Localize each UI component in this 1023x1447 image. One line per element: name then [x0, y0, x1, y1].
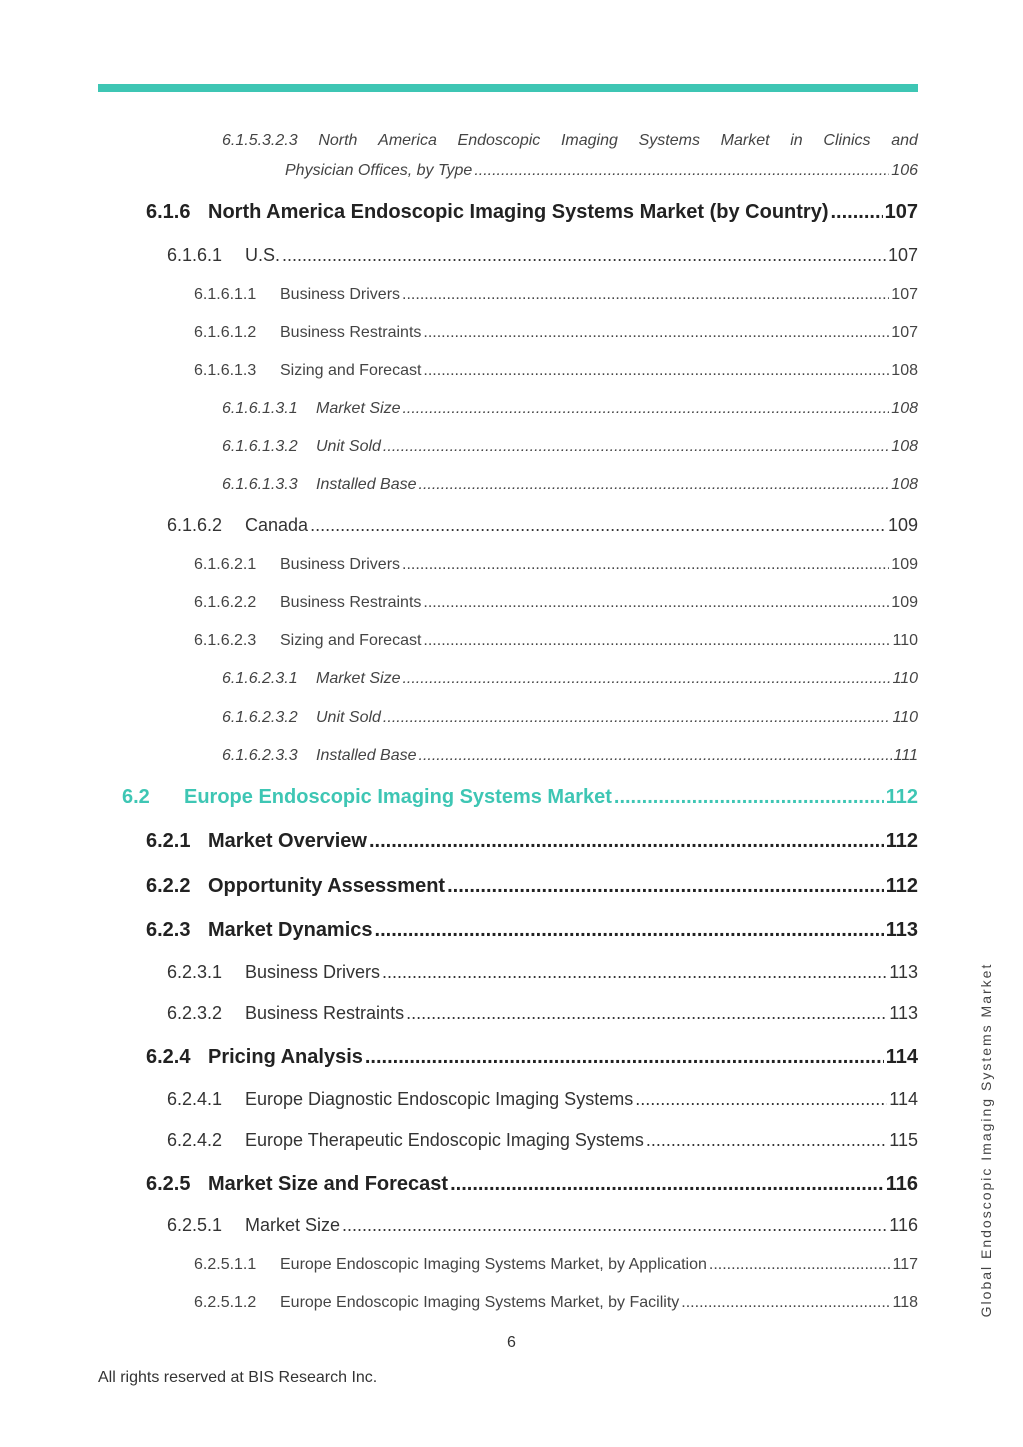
- toc-entry-page: 114: [885, 1046, 918, 1068]
- toc-entry[interactable]: [222, 709, 918, 727]
- toc-entry[interactable]: [194, 1294, 918, 1312]
- toc-entry-page: 117: [892, 1256, 918, 1273]
- toc-entry[interactable]: [146, 1046, 918, 1069]
- toc-entry-page: 109: [887, 515, 918, 535]
- toc-entry-title: Market Overview: [208, 830, 367, 852]
- toc-entry-number: 6.2.1: [146, 830, 191, 852]
- toc-entry-word: and: [891, 132, 918, 149]
- toc-entry[interactable]: [167, 1003, 918, 1024]
- toc-entry-number: 6.1.6.2.3.2: [222, 709, 298, 726]
- toc-entry[interactable]: [194, 1256, 918, 1274]
- toc-entry-page: 110: [892, 632, 918, 649]
- toc-leader-dots: [402, 556, 889, 574]
- toc-entry-number: 6.2.5.1.2: [194, 1294, 257, 1311]
- toc-entry-word: Endoscopic: [457, 132, 541, 149]
- toc-entry-title: Sizing and Forecast: [280, 632, 422, 649]
- footer-copyright: All rights reserved at BIS Research Inc.: [98, 1369, 378, 1386]
- toc-entry-number: 6.1.5.3.2.3: [222, 132, 298, 149]
- toc-entry[interactable]: [146, 830, 918, 853]
- toc-entry-title: Market Size: [316, 670, 401, 687]
- toc-entry-number: 6.2.5: [146, 1173, 191, 1195]
- toc-entry-word: in: [790, 132, 803, 149]
- toc-entry[interactable]: [146, 1173, 918, 1196]
- toc-leader-dots: [423, 594, 889, 612]
- toc-entry[interactable]: [194, 324, 918, 342]
- toc-leader-dots: [406, 1003, 887, 1024]
- toc-entry[interactable]: [167, 515, 918, 536]
- toc-entry[interactable]: [222, 476, 918, 494]
- side-document-title: Global Endoscopic Imaging Systems Market: [978, 962, 994, 1318]
- toc-entry-page: 110: [892, 670, 918, 687]
- toc-leader-dots: [423, 324, 889, 342]
- toc-entry-page: 107: [887, 245, 918, 265]
- toc-entry-number: 6.1.6.2.1: [194, 556, 257, 573]
- toc-entry[interactable]: [222, 747, 918, 765]
- toc-entry-number: 6.2: [122, 786, 150, 808]
- toc-leader-dots: [382, 962, 887, 983]
- toc-entry[interactable]: [167, 1089, 918, 1110]
- toc-entry-page: 112: [885, 830, 918, 852]
- toc-leader-dots: [383, 709, 891, 727]
- toc-entry-title: Installed Base: [316, 747, 417, 764]
- toc-entry-page: 110: [892, 709, 918, 726]
- top-accent-bar: [98, 84, 918, 92]
- toc-entry-title: Installed Base: [316, 476, 417, 493]
- toc-leader-dots: [423, 362, 889, 380]
- toc-entry-word: Imaging: [560, 132, 618, 149]
- toc-entry-number: 6.1.6.1.3.2: [222, 438, 298, 455]
- toc-leader-dots: [419, 476, 890, 494]
- toc-entry-word: North: [318, 132, 358, 149]
- toc-leader-dots: [474, 162, 889, 180]
- toc-entry-title: Market Size: [245, 1215, 341, 1235]
- toc-entry[interactable]: [167, 962, 918, 983]
- toc-entry-title: Business Drivers: [245, 962, 381, 982]
- toc-leader-dots: [342, 1215, 887, 1236]
- toc-entry-number: 6.1.6.2.3: [194, 632, 257, 649]
- toc-entry[interactable]: [194, 362, 918, 380]
- toc-entry-page: 116: [885, 1173, 918, 1195]
- toc-entry-title: Market Dynamics: [208, 919, 373, 941]
- toc-entry-title: Business Drivers: [280, 556, 401, 573]
- toc-entry-title: Europe Diagnostic Endoscopic Imaging Systems: [245, 1089, 634, 1109]
- toc-entry[interactable]: [194, 632, 918, 650]
- toc-entry-page: 114: [889, 1089, 918, 1109]
- toc-leader-dots: [402, 286, 889, 304]
- toc-leader-dots: [614, 786, 884, 809]
- toc-leader-dots: [419, 747, 892, 765]
- page-number: 6: [507, 1334, 516, 1351]
- toc-entry-page: 111: [893, 747, 918, 764]
- toc-entry-page: 108: [891, 438, 918, 455]
- toc-entry-number: 6.2.4: [146, 1046, 191, 1068]
- toc-entry-number: 6.2.3.2: [167, 1003, 223, 1023]
- toc-entry-page: 106: [891, 162, 918, 179]
- toc-entry-number: 6.2.5.1.1: [194, 1256, 257, 1273]
- toc-entry-page: 113: [889, 1003, 918, 1023]
- toc-entry[interactable]: [146, 201, 918, 224]
- toc-entry-number: 6.1.6.1.2: [194, 324, 257, 341]
- toc-entry-number: 6.1.6.2.2: [194, 594, 257, 611]
- toc-entry[interactable]: [222, 400, 918, 418]
- toc-entry-number: 6.2.3.1: [167, 962, 223, 982]
- toc-entry-number: 6.2.5.1: [167, 1215, 223, 1235]
- toc-entry-title: Market Size and Forecast: [208, 1173, 449, 1195]
- toc-entry-title: U.S.: [245, 245, 281, 265]
- toc-entry[interactable]: [194, 556, 918, 574]
- toc-leader-dots: [365, 1046, 884, 1069]
- toc-leader-dots: [369, 830, 884, 853]
- toc-entry-title: Sizing and Forecast: [280, 362, 422, 379]
- toc-leader-dots: [383, 438, 889, 456]
- toc-entry-title: Pricing Analysis: [208, 1046, 363, 1068]
- toc-entry-title: Market Size: [316, 400, 401, 417]
- toc-entry[interactable]: [167, 1215, 918, 1236]
- toc-entry-number: 6.1.6.1.3.3: [222, 476, 298, 493]
- toc-entry-title: Physician Offices, by Type: [285, 162, 473, 179]
- toc-entry-title: Europe Therapeutic Endoscopic Imaging Systems: [245, 1130, 644, 1150]
- toc-entry-title: Business Restraints: [280, 324, 422, 341]
- toc-entry-page: 113: [889, 962, 918, 982]
- toc-entry-title: Unit Sold: [316, 709, 381, 726]
- toc-entry-title: North America Endoscopic Imaging Systems Market (by Country): [208, 201, 829, 223]
- toc-entry-number: 6.1.6.1.1: [194, 286, 257, 303]
- toc-entry-line2: [222, 162, 918, 180]
- toc-entry-page: 108: [891, 400, 918, 417]
- toc-leader-dots: [635, 1089, 887, 1110]
- toc-entry-page: 107: [884, 201, 918, 223]
- toc-entry-number: 6.1.6.2: [167, 515, 223, 535]
- toc-leader-dots: [402, 670, 890, 688]
- toc-entry[interactable]: [146, 875, 918, 898]
- toc-entry[interactable]: [222, 670, 918, 688]
- toc-leader-dots: [709, 1256, 891, 1274]
- toc-entry-page: 112: [885, 875, 918, 897]
- toc-entry-title: Europe Endoscopic Imaging Systems Market, by Application: [280, 1256, 707, 1273]
- toc-leader-dots: [831, 201, 883, 224]
- toc-entry-title: Canada: [245, 515, 309, 535]
- toc-entry-title: Europe Endoscopic Imaging Systems Market: [184, 786, 612, 808]
- toc-entry-page: 107: [891, 286, 918, 303]
- toc-entry-number: 6.1.6.2.3.3: [222, 747, 298, 764]
- toc-entry-word: Clinics: [823, 132, 871, 149]
- toc-entry[interactable]: [194, 286, 918, 304]
- toc-entry-page: 109: [891, 594, 918, 611]
- toc-entry-title: Business Restraints: [245, 1003, 405, 1023]
- toc-entry-page: 115: [889, 1130, 918, 1150]
- toc-entry[interactable]: [167, 1130, 918, 1151]
- toc-entry-title: Business Drivers: [280, 286, 401, 303]
- toc-entry-number: 6.2.4.2: [167, 1130, 223, 1150]
- toc-leader-dots: [402, 400, 889, 418]
- toc-entry-number: 6.1.6.1: [167, 245, 223, 265]
- toc-entry-page: 113: [885, 919, 918, 941]
- toc-entry-wrapped[interactable]: [222, 132, 918, 180]
- toc-leader-dots: [282, 245, 886, 266]
- toc-entry-page: 116: [889, 1215, 918, 1235]
- toc-leader-dots: [681, 1294, 890, 1312]
- toc-entry[interactable]: [146, 919, 918, 942]
- toc-entry-page: 109: [891, 556, 918, 573]
- toc-entry-title: Unit Sold: [316, 438, 381, 455]
- toc-entry-number: 6.2.2: [146, 875, 191, 897]
- toc-entry-page: 107: [891, 324, 918, 341]
- toc-entry-title: Opportunity Assessment: [208, 875, 446, 897]
- toc-entry-word: Market: [720, 132, 770, 149]
- toc-entry[interactable]: [122, 786, 918, 809]
- toc-entry-word: America: [378, 132, 437, 149]
- toc-leader-dots: [423, 632, 890, 650]
- toc-entry-word: Systems: [638, 132, 700, 149]
- toc-entry[interactable]: [194, 594, 918, 612]
- toc-entry-number: 6.2.3: [146, 919, 191, 941]
- toc-entry-page: 118: [892, 1294, 918, 1311]
- toc-entry[interactable]: [222, 438, 918, 456]
- toc-entry-page: 108: [891, 476, 918, 493]
- toc-leader-dots: [447, 875, 884, 898]
- toc-leader-dots: [375, 919, 884, 942]
- toc-leader-dots: [310, 515, 886, 536]
- toc-leader-dots: [646, 1130, 887, 1151]
- toc-entry-line1: [222, 132, 918, 150]
- toc-entry-number: 6.1.6.2.3.1: [222, 670, 298, 687]
- toc-entry[interactable]: [167, 245, 918, 266]
- toc-leader-dots: [450, 1173, 884, 1196]
- toc-entry-page: 112: [885, 786, 918, 808]
- toc-entry-number: 6.1.6: [146, 201, 191, 223]
- toc-entry-number: 6.1.6.1.3.1: [222, 400, 298, 417]
- toc-entry-number: 6.2.4.1: [167, 1089, 223, 1109]
- toc-entry-title: Business Restraints: [280, 594, 422, 611]
- toc-entry-title: Europe Endoscopic Imaging Systems Market, by Facility: [280, 1294, 680, 1311]
- toc-entry-page: 108: [891, 362, 918, 379]
- toc-entry-number: 6.1.6.1.3: [194, 362, 257, 379]
